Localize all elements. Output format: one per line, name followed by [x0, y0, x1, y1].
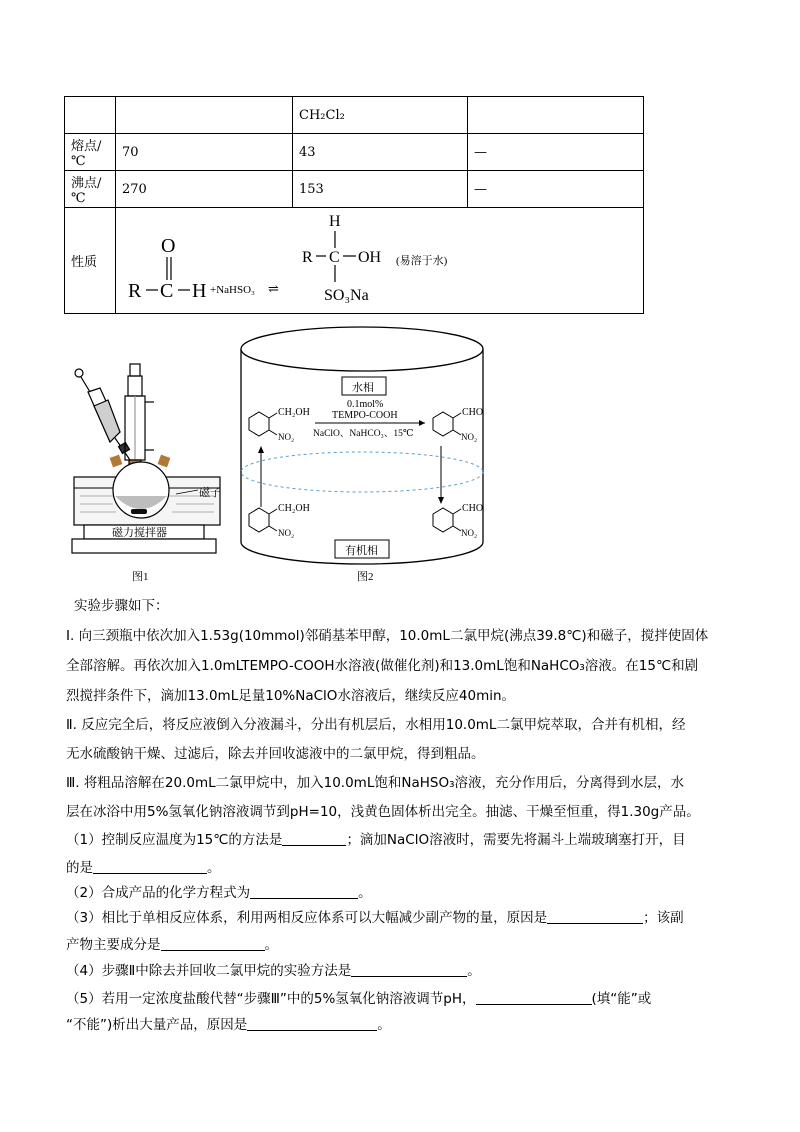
step-2-line-1: Ⅱ. 反应完全后，将反应液倒入分液漏斗，分出有机层后，水相用10.0mL二氯甲烷萃取，合并有机相，经	[66, 717, 686, 733]
header-cell	[65, 97, 116, 134]
table-header-row	[65, 97, 644, 134]
table-cell: —	[468, 134, 644, 171]
phase-interface	[241, 452, 483, 492]
answer-blank[interactable]	[161, 936, 265, 951]
answer-blank[interactable]	[351, 962, 467, 977]
question-5-line-1	[66, 985, 651, 1013]
question-5-end: 。	[377, 1017, 391, 1033]
adduct-so3na: SO₃Na	[324, 286, 369, 304]
question-3-line-2	[66, 931, 278, 959]
step-1-line-1: I. 向三颈瓶中依次加入1.53g(10mmol)邻硝基苯甲醇，10.0mL二氯甲烷(沸点39.8℃)和磁子，搅拌使固体	[66, 628, 709, 644]
stirrer-label: 磁力搅拌器	[112, 527, 167, 539]
stopcock-icon	[119, 443, 130, 454]
aldehyde-o: O	[161, 234, 176, 257]
stir-bar-label: 磁子	[199, 487, 221, 499]
question-3-text-3: 产物主要成分是	[66, 937, 161, 953]
cho-label: CHO	[462, 407, 484, 418]
ch2oh-label: CH₂OH	[278, 503, 310, 514]
figure-1-caption: 图1	[132, 571, 149, 583]
table-row	[65, 171, 644, 208]
question-5-line-2	[66, 1011, 391, 1039]
step-2-line-2: 无水硫酸钠干燥、过滤后，除去并回收滤液中的二氯甲烷，得到粗品。	[66, 746, 485, 762]
table-cell: —	[468, 171, 644, 208]
condition-reagents: NaClO、NaHCO₃、15℃	[313, 429, 414, 439]
question-1-line-2	[66, 854, 221, 882]
answer-blank[interactable]	[476, 990, 592, 1005]
question-3-text-2: ；该副	[643, 910, 684, 926]
header-cell: CH₂Cl₂	[293, 97, 468, 134]
no2-label: NO₂	[278, 528, 295, 538]
figure-2-caption: 图2	[357, 571, 374, 583]
stir-bar-icon	[131, 509, 147, 514]
condition-catalyst-amount: 0.1mol%	[347, 399, 384, 410]
adduct-oh: OH	[358, 248, 382, 266]
solubility-note: (易溶于水)	[396, 254, 448, 267]
question-1-text-2: ；滴加NaClO溶液时，需要先将漏斗上端玻璃塞打开，目	[346, 832, 686, 848]
answer-blank[interactable]	[282, 831, 346, 846]
step-3-line-2: 层在冰浴中用5%氢氧化钠溶液调节到pH=10，浅黄色固体析出完全。抽滤、干燥至恒重，得1.30g产品。	[66, 804, 700, 820]
answer-blank[interactable]	[247, 1016, 377, 1031]
aldehyde-h: H	[192, 279, 207, 302]
condition-catalyst: TEMPO-COOH	[332, 410, 398, 421]
o-nitrobenzyl-alcohol-aqueous	[249, 407, 310, 442]
no2-label: NO₂	[461, 432, 478, 442]
question-5-text-3: “不能”)析出大量产品，原因是	[66, 1017, 248, 1033]
table-cell: 270	[116, 171, 293, 208]
vessel-top-rim	[241, 327, 483, 371]
figure-1-apparatus	[68, 362, 238, 587]
organic-phase-label: 有机相	[345, 545, 378, 557]
table-row	[65, 134, 644, 171]
steps-heading: 实验步骤如下：	[74, 598, 169, 614]
row-label: 性质	[65, 208, 116, 314]
question-1-text: （1）控制反应温度为15℃的方法是	[66, 832, 283, 848]
adduct-r: R	[302, 248, 313, 266]
question-4	[66, 957, 481, 985]
question-4-text: （4）步骤Ⅱ中除去并回收二氯甲烷的实验方法是	[66, 963, 352, 979]
property-cell	[116, 208, 644, 314]
properties-table	[64, 96, 644, 314]
aqueous-phase-label: 水相	[352, 382, 374, 394]
question-1-end: 。	[207, 860, 221, 876]
header-cell	[468, 97, 644, 134]
answer-blank[interactable]	[93, 859, 207, 874]
question-3-text: （3）相比于单相反应体系，利用两相反应体系可以大幅减少副产物的量，原因是	[66, 910, 548, 926]
table-row	[65, 208, 644, 314]
aldehyde-r: R	[128, 279, 142, 302]
reagent-label: +NaHSO₃	[210, 283, 255, 296]
table-cell: 43	[293, 134, 468, 171]
step-1-line-2: 全部溶解。再依次加入1.0mLTEMPO-COOH水溶液(做催化剂)和13.0mL饱和NaHCO₃溶液。在15℃和剧	[66, 658, 699, 674]
ch2oh-label: CH₂OH	[278, 407, 310, 418]
answer-blank[interactable]	[250, 884, 358, 899]
adduct-h: H	[329, 212, 341, 230]
question-1-text-3: 的是	[66, 860, 93, 876]
figure-2-biphasic-system	[235, 322, 497, 584]
table-cell: 70	[116, 134, 293, 171]
table-cell: 153	[293, 171, 468, 208]
question-3-end: 。	[264, 937, 278, 953]
cho-label: CHO	[462, 503, 484, 514]
adduct-c: C	[329, 248, 340, 266]
question-4-end: 。	[467, 963, 481, 979]
equilibrium-sign: ⇌	[268, 280, 279, 296]
row-label: 熔点/℃	[65, 134, 116, 171]
reflux-condenser	[125, 364, 154, 472]
no2-label: NO₂	[461, 528, 478, 538]
answer-blank[interactable]	[547, 909, 643, 924]
question-5-text: （5）若用一定浓度盐酸代替“步骤Ⅲ”中的5%氢氧化钠溶液调节pH，	[66, 991, 476, 1007]
o-nitrobenzaldehyde-aqueous	[433, 407, 483, 442]
row-label: 沸点/℃	[65, 171, 116, 208]
question-2	[66, 879, 372, 907]
question-2-text: （2）合成产品的化学方程式为	[66, 885, 251, 901]
step-3-line-1: Ⅲ. 将粗品溶解在20.0mL二氯甲烷中，加入10.0mL饱和NaHSO₃溶液，充分作用后，分离得到水层，水	[66, 775, 684, 791]
header-cell	[116, 97, 293, 134]
step-1-line-3: 烈搅拌条件下，滴加13.0mL足量10%NaClO水溶液后，继续反应40min。	[66, 688, 516, 704]
question-2-end: 。	[358, 885, 372, 901]
aldehyde-c: C	[160, 279, 174, 302]
dropping-funnel	[75, 369, 130, 460]
o-nitrobenzyl-alcohol-organic	[249, 503, 310, 538]
no2-label: NO₂	[278, 432, 295, 442]
o-nitrobenzaldehyde-organic	[433, 503, 483, 538]
question-1-line-1	[66, 826, 686, 854]
funnel-stopper-icon	[75, 369, 83, 377]
bisulfite-reaction-diagram	[116, 209, 643, 313]
question-3-line-1	[66, 904, 684, 932]
question-5-text-2: (填“能”或	[591, 991, 652, 1007]
